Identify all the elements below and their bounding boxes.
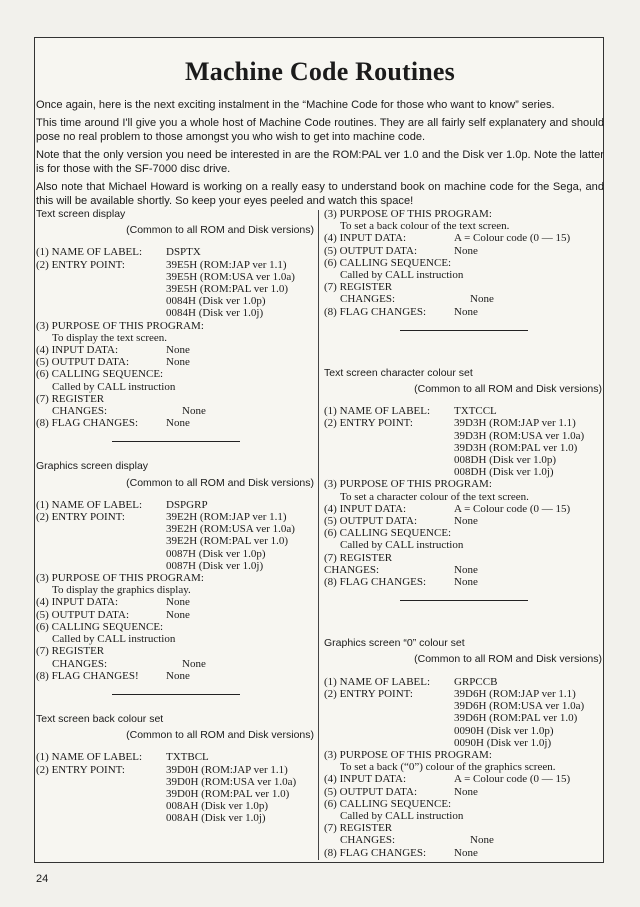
field-label: CHANGES: (340, 293, 396, 306)
field-value: None (182, 405, 206, 418)
field-label: (3) PURPOSE OF THIS PROGRAM: (324, 208, 492, 220)
intro-paragraph: This time around I'll give you a whole host of Machine Code routines. They are all fairly self explanatery and should pose no real problem to those amongst you who wish to get into machine code. (36, 117, 604, 143)
entry-value: 39D6H (ROM:USA ver 1.0a) (454, 700, 585, 713)
label-value: DSPGRP (166, 498, 208, 511)
entry-value: 0090H (Disk ver 1.0j) (454, 736, 552, 749)
entry-value: 008DH (Disk ver 1.0p) (454, 454, 557, 467)
intro-text (36, 98, 604, 212)
field-label: CHANGES: (340, 834, 396, 847)
field-label: (6) CALLING SEQUENCE: (324, 256, 452, 269)
column-divider (318, 210, 319, 860)
entry-value: 0084H (Disk ver 1.0p) (166, 295, 266, 308)
section-separator (112, 441, 240, 442)
entry-value: 39D3H (ROM:USA ver 1.0a) (454, 429, 585, 442)
field-label: (5) OUTPUT DATA: (324, 785, 418, 798)
entry-value: 39D3H (ROM:PAL ver 1.0) (454, 441, 578, 454)
field-value: A = Colour code (0 — 15) (454, 232, 571, 245)
field-label: CHANGES: (324, 563, 380, 576)
field-value: None (166, 417, 190, 430)
field-value: None (454, 846, 478, 859)
field-value: None (166, 608, 190, 621)
field-label: (6) CALLING SEQUENCE: (324, 797, 452, 810)
entry-value: 008AH (Disk ver 1.0p) (166, 800, 269, 813)
field-label: (2) ENTRY POINT: (36, 258, 125, 271)
field-label: (8) FLAG CHANGES: (324, 305, 427, 318)
purpose-text: To set a character colour of the text screen. (340, 490, 529, 503)
entry-value: 39E2H (ROM:PAL ver 1.0) (166, 535, 289, 548)
section-separator (400, 600, 528, 601)
field-label: (5) OUTPUT DATA: (36, 356, 130, 369)
versions-note: (Common to all ROM and Disk versions) (126, 476, 314, 489)
purpose-text: To display the graphics display. (52, 584, 191, 597)
entry-value: 008AH (Disk ver 1.0j) (166, 812, 266, 825)
field-value: None (454, 244, 478, 257)
entry-value: 39E2H (ROM:USA ver 1.0a) (166, 523, 295, 536)
field-value: None (182, 657, 206, 670)
field-label: (6) CALLING SEQUENCE: (324, 527, 452, 540)
routine-text-screen-display (36, 208, 316, 442)
routine-graphics-screen-display (36, 460, 316, 694)
field-value: None (454, 563, 478, 576)
entry-value: 39D0H (ROM:PAL ver 1.0) (166, 787, 290, 800)
purpose-text: To set a back colour of the text screen. (340, 220, 510, 233)
intro-paragraph: Note that the only version you need be interested in are the ROM:PAL ver 1.0 and the Disk ver 1.0p. Note the latter is for those with the SF-7000 disc drive. (36, 149, 604, 175)
field-label: (6) CALLING SEQUENCE: (36, 368, 164, 381)
field-label: (4) INPUT DATA: (324, 773, 407, 786)
field-value: None (454, 305, 478, 318)
field-label: (2) ENTRY POINT: (36, 511, 125, 524)
field-label: (7) REGISTER (36, 645, 105, 658)
field-value: None (454, 576, 478, 589)
field-label: (1) NAME OF LABEL: (324, 675, 431, 688)
right-column (324, 208, 604, 859)
versions-note: (Common to all ROM and Disk versions) (126, 729, 314, 742)
field-value: A = Colour code (0 — 15) (454, 502, 571, 515)
field-label: (3) PURPOSE OF THIS PROGRAM: (324, 748, 492, 761)
field-label: (2) ENTRY POINT: (36, 763, 125, 776)
field-label: CHANGES: (52, 405, 108, 418)
field-label: (3) PURPOSE OF THIS PROGRAM: (324, 478, 492, 491)
field-value: None (470, 293, 494, 306)
left-column (36, 208, 316, 825)
field-label: (7) REGISTER (324, 822, 393, 835)
field-label: (8) FLAG CHANGES: (324, 846, 427, 859)
field-label: (7) REGISTER (324, 551, 393, 564)
routine-title: Text screen character colour set (324, 366, 473, 379)
entry-value: 39D6H (ROM:PAL ver 1.0) (454, 712, 578, 725)
purpose-text: To set a back (“0”) colour of the graphics screen. (340, 761, 556, 774)
field-value: None (166, 356, 190, 369)
field-label: (2) ENTRY POINT: (324, 417, 413, 430)
entry-value: 39E5H (ROM:PAL ver 1.0) (166, 283, 289, 296)
field-label: (4) INPUT DATA: (36, 344, 119, 357)
routine-text-screen-back-colour (36, 713, 316, 825)
label-value: TXTCCL (454, 405, 497, 418)
entry-value: 0087H (Disk ver 1.0j) (166, 559, 264, 572)
label-value: TXTBCL (166, 751, 209, 764)
field-label: (8) FLAG CHANGES: (324, 576, 427, 589)
intro-paragraph: Once again, here is the next exciting instalment in the “Machine Code for those who want to know” series. (36, 99, 555, 111)
entry-value: 39D3H (ROM:JAP ver 1.1) (454, 417, 576, 430)
field-value: Called by CALL instruction (52, 380, 176, 393)
field-value: Called by CALL instruction (340, 269, 464, 282)
field-label: (2) ENTRY POINT: (324, 687, 413, 700)
field-value: None (470, 834, 494, 847)
field-label: (4) INPUT DATA: (324, 232, 407, 245)
page-title: Machine Code Routines (185, 57, 455, 86)
entry-value: 39D0H (ROM:JAP ver 1.1) (166, 763, 288, 776)
field-value: Called by CALL instruction (340, 809, 464, 822)
field-value: None (166, 596, 190, 609)
label-value: DSPTX (166, 246, 201, 259)
field-label: (3) PURPOSE OF THIS PROGRAM: (36, 572, 204, 585)
field-value: None (166, 669, 190, 682)
section-separator (400, 330, 528, 331)
routine-title: Text screen display (36, 208, 126, 220)
entry-value: 39E2H (ROM:JAP ver 1.1) (166, 511, 287, 524)
field-label: (8) FLAG CHANGES: (36, 417, 139, 430)
routine-title: Graphics screen display (36, 460, 149, 473)
versions-note: (Common to all ROM and Disk versions) (126, 224, 314, 237)
field-label: (4) INPUT DATA: (36, 596, 119, 609)
field-value: None (454, 515, 478, 528)
entry-value: 0084H (Disk ver 1.0j) (166, 307, 264, 320)
entry-value: 008DH (Disk ver 1.0j) (454, 466, 554, 479)
field-value: A = Colour code (0 — 15) (454, 773, 571, 786)
entry-value: 39D0H (ROM:USA ver 1.0a) (166, 775, 297, 788)
routine-text-screen-character-colour (324, 367, 604, 601)
field-label: (5) OUTPUT DATA: (324, 515, 418, 528)
field-label: CHANGES: (52, 657, 108, 670)
field-label: (5) OUTPUT DATA: (36, 608, 130, 621)
entry-value: 39E5H (ROM:USA ver 1.0a) (166, 270, 295, 283)
field-value: None (166, 344, 190, 357)
versions-note: (Common to all ROM and Disk versions) (414, 383, 602, 396)
page-number: 24 (36, 873, 49, 885)
field-label: (1) NAME OF LABEL: (36, 751, 143, 764)
field-label: (7) REGISTER (36, 392, 105, 405)
field-value: None (454, 785, 478, 798)
field-label: (1) NAME OF LABEL: (36, 498, 143, 511)
section-separator (112, 694, 240, 695)
field-label: (1) NAME OF LABEL: (324, 405, 431, 418)
field-label: (6) CALLING SEQUENCE: (36, 620, 164, 633)
field-label: (1) NAME OF LABEL: (36, 246, 143, 259)
intro-paragraph: Also note that Michael Howard is working on a really easy to understand book on machine code for the Sega, and this will be available shortly. So keep your eyes peeled and watch this space! (36, 181, 604, 207)
field-value: Called by CALL instruction (52, 633, 176, 646)
routine-title: Text screen back colour set (36, 712, 164, 725)
field-label: (7) REGISTER (324, 281, 393, 294)
versions-note: (Common to all ROM and Disk versions) (414, 653, 602, 666)
entry-value: 0090H (Disk ver 1.0p) (454, 724, 554, 737)
label-value: GRPCCB (454, 675, 498, 688)
field-label: (3) PURPOSE OF THIS PROGRAM: (36, 319, 204, 332)
purpose-text: To display the text screen. (52, 331, 168, 344)
entry-value: 39D6H (ROM:JAP ver 1.1) (454, 687, 576, 700)
field-label: (5) OUTPUT DATA: (324, 244, 418, 257)
routine-graphics-screen-0-colour (324, 637, 604, 858)
field-value: Called by CALL instruction (340, 539, 464, 552)
field-label: (8) FLAG CHANGES! (36, 669, 139, 682)
field-label: (4) INPUT DATA: (324, 502, 407, 515)
routine-title: Graphics screen “0” colour set (324, 637, 465, 650)
routine-text-screen-back-colour-cont (324, 208, 604, 331)
entry-value: 0087H (Disk ver 1.0p) (166, 547, 266, 560)
entry-value: 39E5H (ROM:JAP ver 1.1) (166, 258, 287, 271)
